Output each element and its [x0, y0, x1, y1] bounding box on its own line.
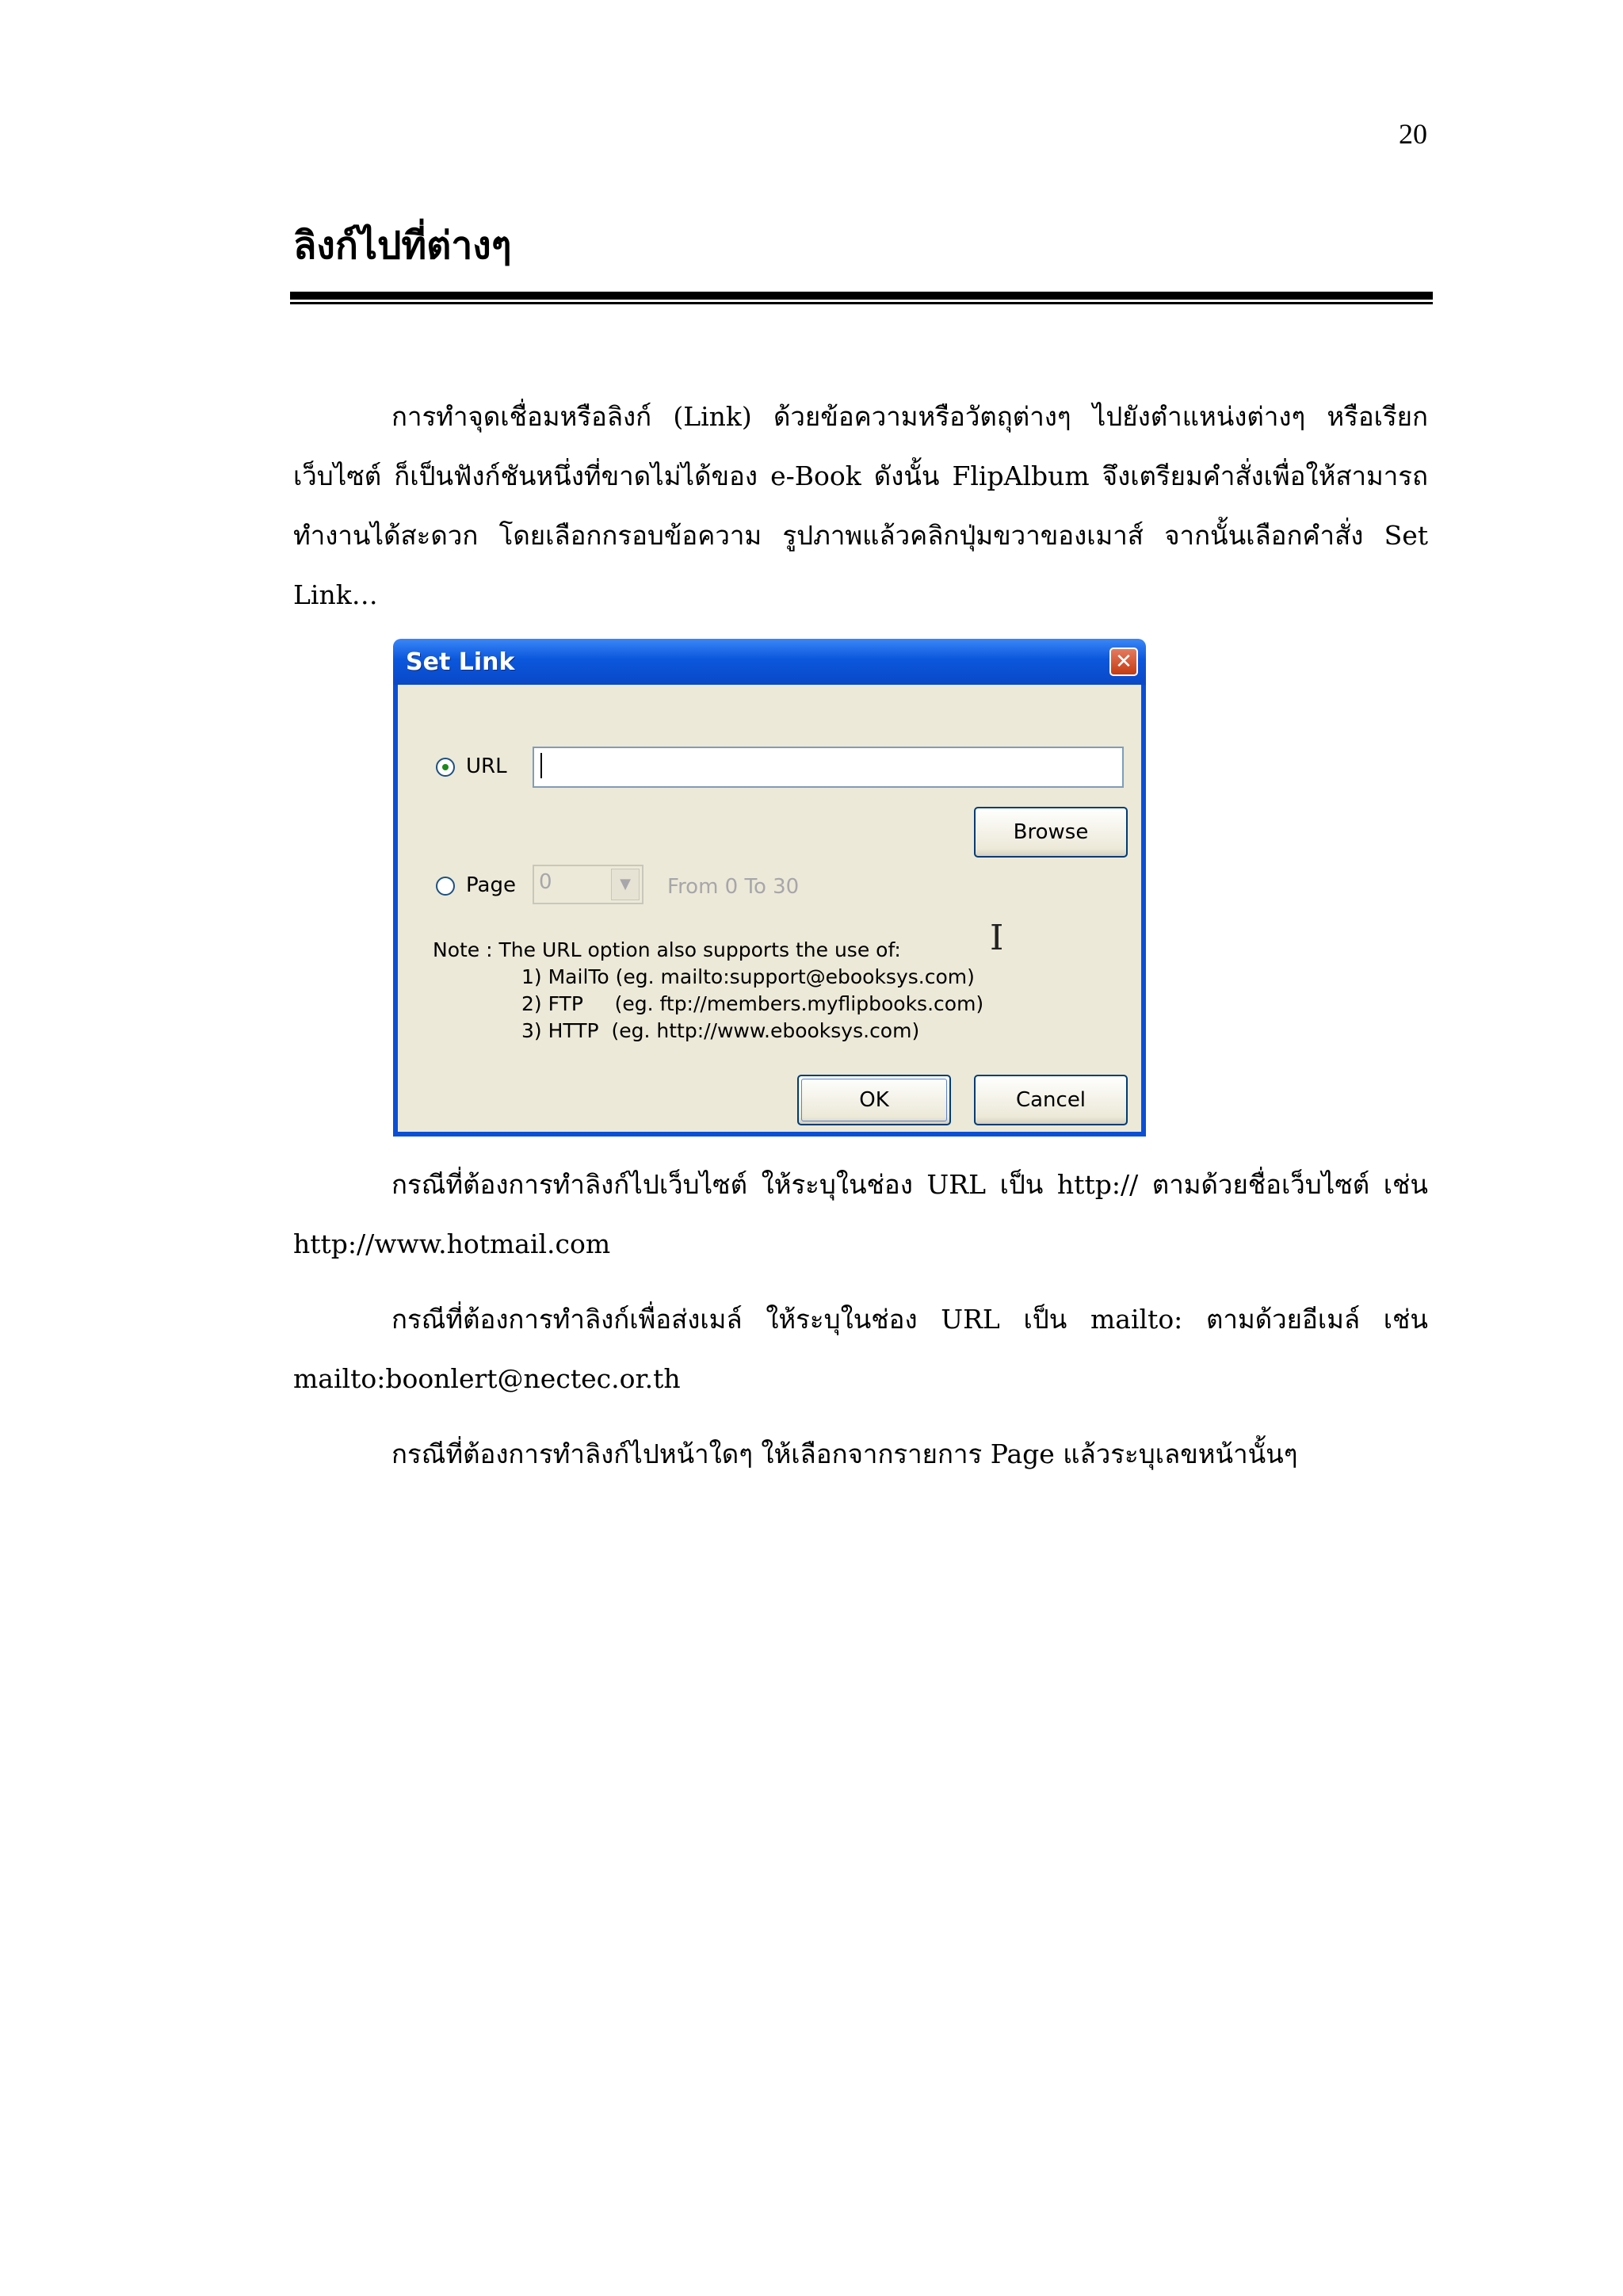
- page-link-paragraph: กรณีที่ต้องการทำลิงก์ไปหน้าใดๆ ให้เลือกจากรายการ Page แล้วระบุเลขหน้านั้นๆ: [391, 1438, 1298, 1469]
- dialog-body: [398, 685, 1141, 1132]
- text-caret: [540, 753, 542, 778]
- page-label[interactable]: Page: [466, 873, 516, 897]
- mailto-link-paragraph: กรณีที่ต้องการทำลิงก์เพื่อส่งเมล์ ให้ระบุในช่อง URL เป็น mailto: ตามด้วยอีเมล์ เช่น mailto:boonlert@nectec.or.th: [293, 1304, 1428, 1394]
- page-number: 20: [1399, 118, 1427, 150]
- browse-button[interactable]: Browse: [974, 807, 1128, 858]
- title-rule-thick: [290, 292, 1433, 300]
- ibeam-cursor-icon: I: [990, 918, 1004, 958]
- note-line: 3) HTTP (eg. http://www.ebooksys.com): [521, 1019, 920, 1042]
- dialog-title: Set Link: [406, 648, 515, 676]
- title-rule-thin: [290, 302, 1433, 304]
- page-select[interactable]: [533, 865, 643, 904]
- section-title: ลิงก์ไปที่ต่างๆ: [293, 223, 512, 268]
- chevron-down-icon[interactable]: ▼: [611, 869, 640, 900]
- url-link-paragraph: กรณีที่ต้องการทำลิงก์ไปเว็บไซต์ ให้ระบุในช่อง URL เป็น http:// ตามด้วยชื่อเว็บไซต์ เช่น http://www.hotmail.com: [293, 1169, 1428, 1259]
- set-link-dialog: [393, 639, 1146, 1137]
- note-line: 1) MailTo (eg. mailto:support@ebooksys.com): [521, 965, 975, 988]
- ok-button[interactable]: OK: [797, 1075, 951, 1125]
- close-icon[interactable]: ✕: [1109, 648, 1138, 676]
- url-radio[interactable]: [436, 758, 455, 777]
- dialog-titlebar[interactable]: [393, 639, 1146, 685]
- page-radio[interactable]: [436, 877, 455, 896]
- note-line: 2) FTP (eg. ftp://members.myflipbooks.com): [521, 992, 984, 1015]
- url-input[interactable]: [533, 747, 1124, 788]
- page-select-value: 0: [539, 870, 552, 894]
- note-line: Note : The URL option also supports the use of:: [433, 938, 901, 961]
- cancel-button[interactable]: Cancel: [974, 1075, 1128, 1125]
- page-range-label: From 0 To 30: [667, 875, 800, 899]
- url-label[interactable]: URL: [466, 755, 507, 778]
- url-note: [433, 937, 983, 1045]
- intro-paragraph: การทำจุดเชื่อมหรือลิงก์ (Link) ด้วยข้อความหรือวัตถุต่างๆ ไปยังตำแหน่งต่างๆ หรือเรียกเว็บไซต์ ก็เป็นฟังก์ชันหนึ่งที่ขาดไม่ได้ของ e-Book ดังนั้น FlipAlbum จึงเตรียมคำสั่งเพื่อให้สามารถทำงานได้สะดวก โดยเลือกกรอบข้อความ รูปภาพแล้วคลิกปุ่มขวาของเมาส์ จากนั้นเลือกคำสั่ง Set Link…: [293, 401, 1428, 610]
